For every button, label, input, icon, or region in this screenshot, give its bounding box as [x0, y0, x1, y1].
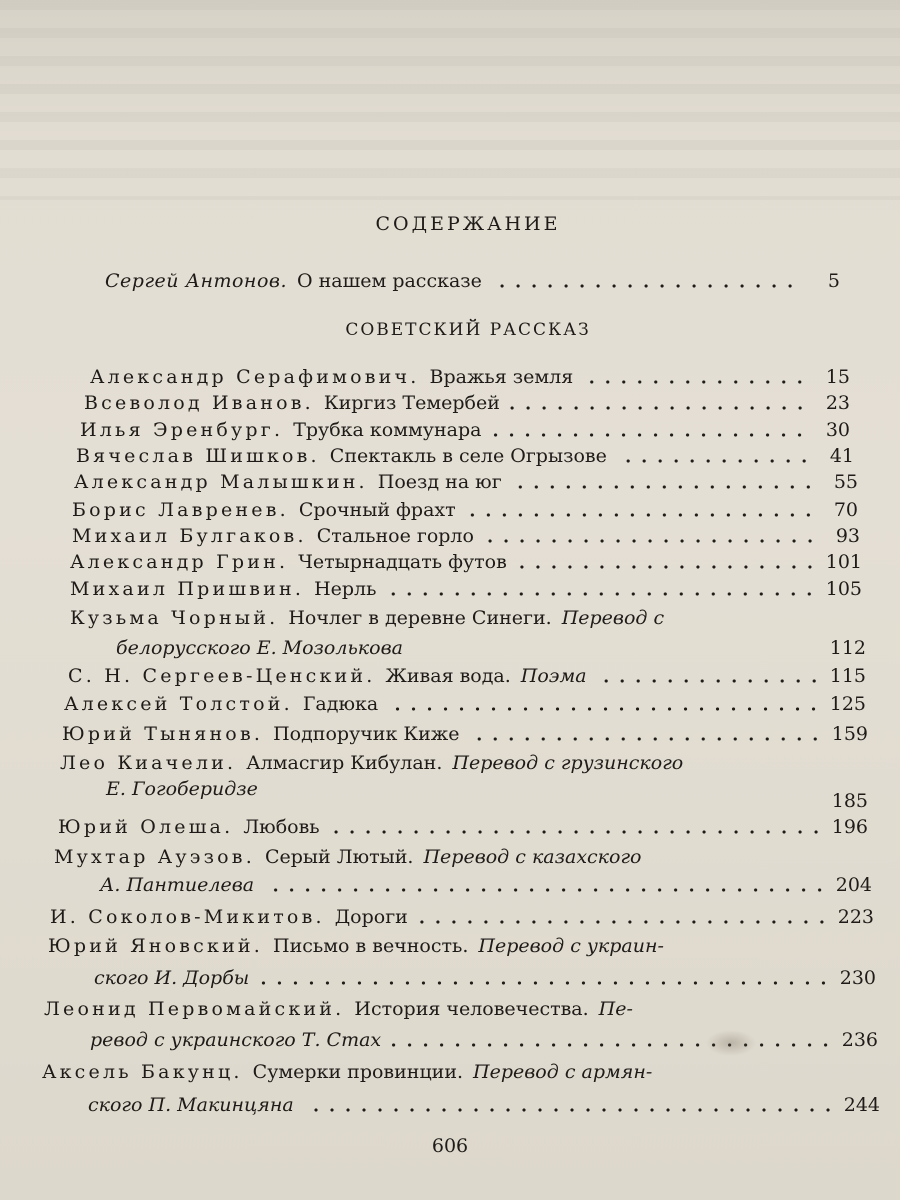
toc-entry: [80, 415, 850, 441]
toc-entry-continuation: [100, 870, 872, 896]
entry-translator: А. Пантиелева: [100, 874, 255, 896]
intro-work: О нашем рассказе: [296, 270, 482, 292]
entry-author: Илья Эренбург.: [80, 419, 284, 441]
entry-author: Кузьма Чорный.: [70, 607, 279, 629]
entry-author: Борис Лавренев.: [72, 499, 289, 521]
toc-entry: [54, 842, 870, 868]
entry-author: И. Соколов-Микитов.: [50, 906, 325, 928]
leader-dots: [492, 284, 798, 288]
toc-entry: [90, 362, 850, 388]
entry-work: Поезд на юг: [377, 471, 502, 493]
leader-dots: [304, 1108, 836, 1112]
entry-author: Алексей Толстой.: [64, 693, 293, 715]
entry-translator: Е. Гогоберидзе: [106, 778, 258, 800]
entry-translator: ского П. Макинцяна: [88, 1094, 294, 1116]
toc-entry: [42, 1057, 880, 1083]
entry-author: Александр Грин.: [70, 551, 289, 573]
leader-dots: [386, 592, 817, 596]
entry-page: 30: [825, 419, 850, 441]
toc-entry: [74, 467, 858, 493]
entry-page: 236: [841, 1029, 878, 1051]
section-title: СОВЕТСКИЙ РАССКАЗ: [345, 320, 591, 340]
entry-author: Михаил Булгаков.: [72, 525, 307, 547]
entry-translator: ревод с украинского Т. Стах: [90, 1029, 382, 1051]
intro-entry: [105, 266, 840, 292]
entry-author: Михаил Пришвин.: [70, 578, 305, 600]
leader-dots: [469, 737, 823, 741]
entry-page: 159: [831, 723, 868, 745]
toc-entry: [76, 441, 854, 467]
toc-entry: [58, 812, 868, 838]
entry-work: Ночлег в деревне Синеги.: [288, 607, 552, 629]
toc-entry: [44, 994, 878, 1020]
leader-dots: [418, 920, 830, 924]
contents-title: СОДЕРЖАНИЕ: [375, 213, 561, 235]
entry-page: 101: [825, 551, 862, 573]
toc-entry: [48, 931, 876, 957]
entry-author: Юрий Олеша.: [58, 816, 234, 838]
entry-page: 125: [829, 693, 866, 715]
entry-work: Серый Лютый.: [264, 846, 414, 868]
leader-dots: [517, 565, 818, 569]
entry-author: Александр Малышкин.: [74, 471, 368, 493]
entry-author: Лео Киачели.: [60, 752, 237, 774]
leader-dots: [512, 485, 816, 489]
entry-work: Спектакль в селе Огрызове: [329, 445, 607, 467]
paper-smudge: [706, 1030, 756, 1056]
toc-entry: [62, 719, 868, 745]
leader-dots: [264, 888, 828, 892]
entry-page: 244: [843, 1094, 880, 1116]
entry-page: 70: [833, 499, 858, 521]
toc-entry-page-row: [106, 786, 868, 812]
toc-entry: [60, 748, 868, 774]
entry-work: Любовь: [243, 816, 320, 838]
toc-entry: [70, 603, 866, 629]
toc-entry: [70, 574, 862, 600]
entry-author: С. Н. Сергеев-Ценский.: [68, 665, 376, 687]
entry-page: 204: [835, 874, 872, 896]
toc-entry-continuation: [116, 633, 866, 659]
entry-genre: Поэма: [520, 665, 587, 687]
entry-author: Юрий Тынянов.: [62, 723, 264, 745]
entry-page: 223: [837, 906, 874, 928]
toc-entry-continuation: [94, 963, 876, 989]
toc-entry: [84, 388, 850, 414]
leader-dots: [484, 539, 818, 543]
entry-page: 115: [829, 665, 866, 687]
leader-dots: [583, 380, 808, 384]
entry-page: 230: [839, 967, 876, 989]
entry-work: Трубка коммунара: [293, 419, 482, 441]
entry-page: 105: [825, 578, 862, 600]
entry-translator: белорусского Е. Мозолькова: [116, 637, 403, 659]
leader-dots: [491, 433, 808, 437]
leader-dots: [597, 679, 822, 683]
leader-dots: [259, 981, 831, 985]
entry-work: Вражья земля: [429, 366, 574, 388]
entry-translation: Перевод с: [561, 607, 665, 629]
toc-entry: [72, 521, 860, 547]
entry-author: Александр Серафимович.: [90, 366, 420, 388]
entry-page: 55: [833, 471, 858, 493]
entry-translator: ского И. Дорбы: [94, 967, 250, 989]
entry-translation: Перевод с армян-: [473, 1061, 653, 1083]
entry-page: 185: [831, 790, 868, 812]
toc-entry: [70, 547, 862, 573]
entry-translation: Перевод с грузинского: [452, 752, 684, 774]
entry-page: 93: [835, 525, 860, 547]
entry-author: Леонид Первомайский.: [44, 998, 345, 1020]
entry-author: Мухтар Ауэзов.: [54, 846, 255, 868]
toc-entry: [68, 661, 866, 687]
entry-work: Живая вода.: [385, 665, 511, 687]
entry-work: Киргиз Темербей: [323, 392, 500, 414]
entry-author: Аксель Бакунц.: [42, 1061, 243, 1083]
entry-work: Подпоручик Киже: [273, 723, 460, 745]
entry-work: Нерль: [314, 578, 377, 600]
leader-dots: [466, 513, 816, 517]
entry-page: 112: [829, 637, 866, 659]
toc-entry: [50, 902, 874, 928]
show-through-text: [0, 0, 900, 200]
entry-translation: Перевод с украин-: [478, 935, 664, 957]
entry-work: Гадюка: [302, 693, 379, 715]
entry-page: 41: [829, 445, 854, 467]
entry-author: Всеволод Иванов.: [84, 392, 314, 414]
leader-dots: [388, 707, 822, 711]
leader-dots: [510, 406, 808, 410]
toc-entry-continuation: [90, 1025, 878, 1051]
entry-author: Юрий Яновский.: [48, 935, 264, 957]
entry-page: 23: [825, 392, 850, 414]
entry-work: Четырнадцать футов: [298, 551, 507, 573]
entry-page: 196: [831, 816, 868, 838]
entry-author: Вячеслав Шишков.: [76, 445, 320, 467]
toc-entry: [72, 495, 858, 521]
folio-page-number: 606: [431, 1135, 469, 1157]
leader-dots: [617, 459, 812, 463]
entry-work: Срочный фрахт: [298, 499, 456, 521]
entry-translation: Пе-: [598, 998, 633, 1020]
entry-translation: Перевод с казахского: [423, 846, 642, 868]
entry-work: Сумерки провинции.: [252, 1061, 464, 1083]
entry-work: История человечества.: [354, 998, 589, 1020]
entry-work: Стальное горло: [316, 525, 474, 547]
entry-work: Письмо в вечность.: [273, 935, 469, 957]
leader-dots: [391, 1043, 834, 1047]
intro-author: Сергей Антонов.: [105, 270, 287, 292]
entry-work: Алмасгир Кибулан.: [246, 752, 443, 774]
page-number: 5: [827, 270, 840, 292]
entry-page: 15: [825, 366, 850, 388]
entry-work: Дороги: [334, 906, 408, 928]
leader-dots: [330, 830, 824, 834]
toc-entry: [64, 689, 866, 715]
toc-entry-continuation: [88, 1090, 880, 1116]
